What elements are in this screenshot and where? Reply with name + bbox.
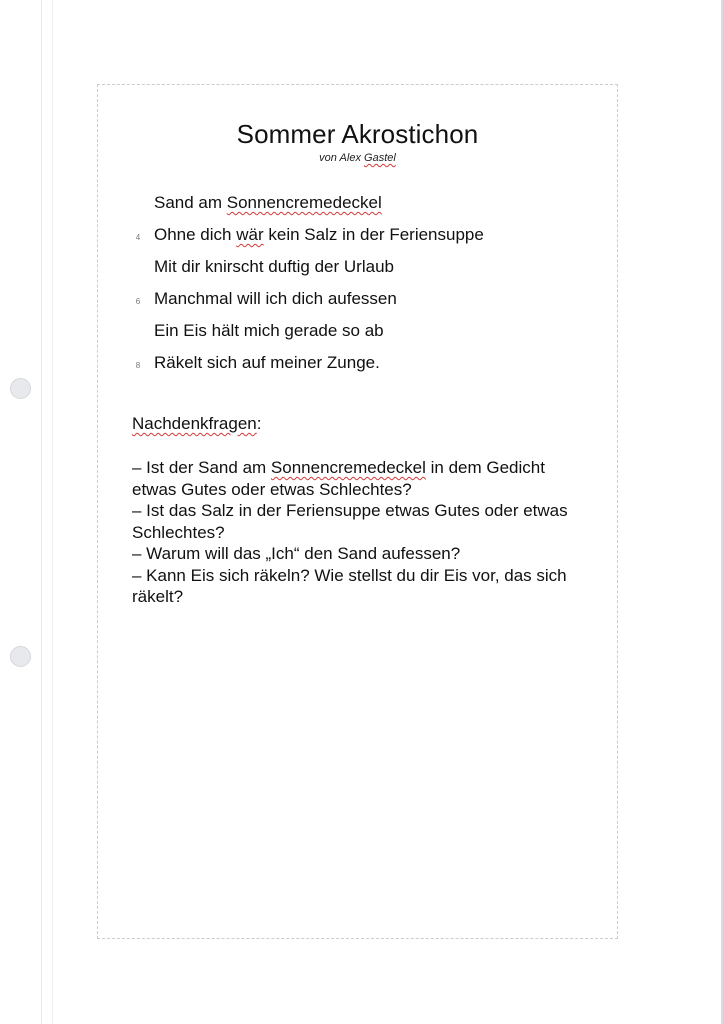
- punch-hole-icon: [10, 378, 31, 399]
- spellcheck-flagged-word[interactable]: Sonnencremedeckel: [270, 458, 426, 477]
- poem-line[interactable]: [135, 287, 594, 319]
- text-frame[interactable]: [97, 84, 618, 939]
- poem-line[interactable]: [154, 191, 594, 223]
- spellcheck-flagged-word[interactable]: Sonnencremedeckel: [226, 193, 382, 212]
- question-item[interactable]: – Warum will das „Ich“ den Sand aufessen?: [132, 544, 461, 563]
- page-margin-line: [52, 0, 53, 1024]
- author-line[interactable]: [98, 152, 617, 164]
- questions-heading-text[interactable]: Nachdenkfragen: [132, 414, 257, 433]
- question-item[interactable]: – Ist das Salz in der Feriensuppe etwas Gutes oder etwas Schlechtes?: [132, 501, 568, 542]
- poem-line-text: Räkelt sich auf meiner Zunge.: [154, 353, 380, 372]
- poem-line-text: Ein Eis hält mich gerade so ab: [154, 321, 384, 340]
- poem-line-text: Sand am: [154, 193, 227, 212]
- author-name: Gastel: [364, 152, 396, 164]
- author-prefix: von Alex: [319, 152, 365, 164]
- spellcheck-flagged-word[interactable]: wär: [236, 225, 264, 244]
- questions-heading-colon: :: [256, 414, 262, 433]
- punch-hole-icon: [10, 646, 31, 667]
- line-number: 6: [135, 297, 141, 306]
- binder-margin-line: [41, 0, 42, 1024]
- poem-line-text-end: kein Salz in der Feriensuppe: [263, 225, 484, 244]
- line-number: 8: [135, 361, 141, 370]
- question-item[interactable]: [132, 457, 582, 500]
- poem-line-text: Mit dir knirscht duftig der Urlaub: [154, 257, 394, 276]
- questions-list[interactable]: [132, 457, 582, 608]
- poem-line-text: Manchmal will ich dich aufessen: [154, 289, 397, 308]
- question-item[interactable]: – Kann Eis sich räkeln? Wie stellst du dir Eis vor, das sich räkelt?: [132, 565, 567, 606]
- question-text: – Ist der Sand am: [132, 458, 271, 477]
- poem-line[interactable]: [135, 223, 594, 255]
- document-title[interactable]: Sommer Akrostichon: [236, 119, 479, 149]
- poem-line[interactable]: [154, 255, 594, 287]
- poem[interactable]: [135, 191, 594, 383]
- question-text-end: in dem Gedicht etwas Gutes oder etwas Schlechtes?: [132, 458, 545, 499]
- poem-line-text: Ohne dich: [154, 225, 237, 244]
- line-number: 4: [135, 233, 141, 242]
- questions-heading[interactable]: [132, 414, 262, 434]
- poem-line[interactable]: [135, 351, 594, 383]
- poem-line[interactable]: [154, 319, 594, 351]
